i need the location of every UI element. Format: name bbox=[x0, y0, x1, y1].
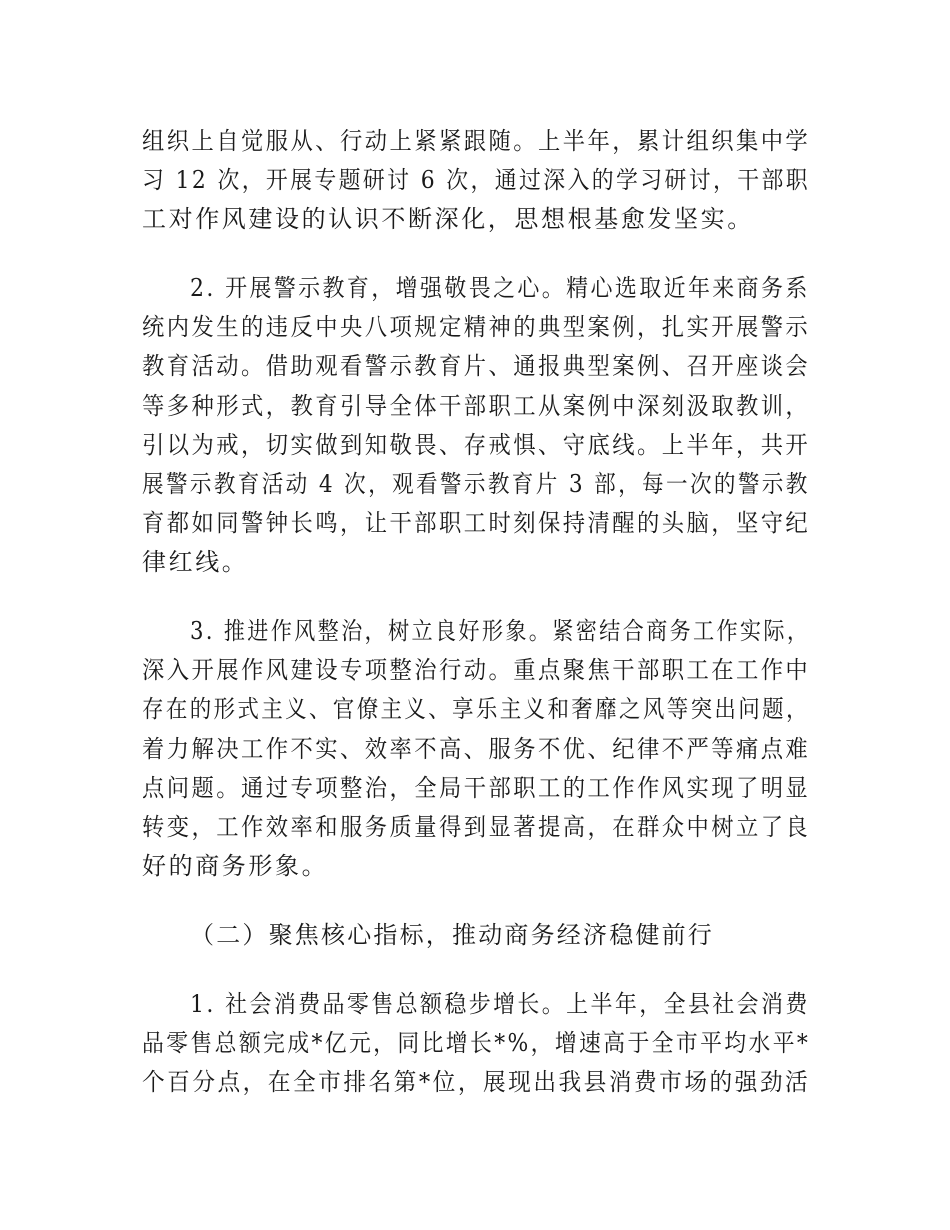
paragraph-line: 育都如同警钟长鸣，让干部职工时刻保持清醒的头脑，坚守纪 bbox=[142, 509, 811, 537]
paragraph-line: 个百分点，在全市排名第*位，展现出我县消费市场的强劲活 bbox=[142, 1068, 811, 1096]
paragraph-line: 律红线。 bbox=[142, 548, 249, 576]
section-heading: （二）聚焦核心指标，推动商务经济稳健前行 bbox=[190, 921, 714, 949]
paragraph-line: 习 12 次，开展专题研讨 6 次，通过深入的学习研讨，干部职 bbox=[142, 166, 810, 194]
paragraph-line: 好的商务形象。 bbox=[142, 852, 329, 880]
paragraph-line: 3. 推进作风整治，树立良好形象。紧密结合商务工作实际， bbox=[190, 617, 811, 645]
paragraph-line: 2. 开展警示教育，增强敬畏之心。精心选取近年来商务系 bbox=[190, 274, 810, 302]
paragraph-line: 转变，工作效率和服务质量得到显著提高，在群众中树立了良 bbox=[142, 813, 811, 841]
paragraph-line: 展警示教育活动 4 次，观看警示教育片 3 部，每一次的警示教 bbox=[142, 470, 810, 498]
paragraph-line: 品零售总额完成*亿元，同比增长*%，增速高于全市平均水平* bbox=[142, 1029, 811, 1057]
paragraph-line: 工对作风建设的认识不断深化，思想根基愈发坚实。 bbox=[142, 205, 754, 233]
paragraph-line: 存在的形式主义、官僚主义、享乐主义和奢靡之风等突出问题， bbox=[142, 695, 810, 723]
paragraph-line: 1. 社会消费品零售总额稳步增长。上半年，全县社会消费 bbox=[190, 990, 810, 1018]
paragraph-line: 深入开展作风建设专项整治行动。重点聚焦干部职工在工作中 bbox=[142, 656, 811, 684]
paragraph-line: 教育活动。借助观看警示教育片、通报典型案例、召开座谈会 bbox=[142, 352, 811, 380]
paragraph-line: 组织上自觉服从、行动上紧紧跟随。上半年，累计组织集中学 bbox=[142, 127, 811, 155]
paragraph-line: 点问题。通过专项整治，全局干部职工的工作作风实现了明显 bbox=[142, 774, 811, 802]
paragraph-line: 统内发生的违反中央八项规定精神的典型案例，扎实开展警示 bbox=[142, 313, 811, 341]
paragraph-line: 引以为戒，切实做到知敬畏、存戒惧、守底线。上半年，共开 bbox=[142, 431, 811, 459]
paragraph-line: 着力解决工作不实、效率不高、服务不优、纪律不严等痛点难 bbox=[142, 735, 811, 763]
paragraph-line: 等多种形式，教育引导全体干部职工从案例中深刻汲取教训， bbox=[142, 392, 811, 420]
